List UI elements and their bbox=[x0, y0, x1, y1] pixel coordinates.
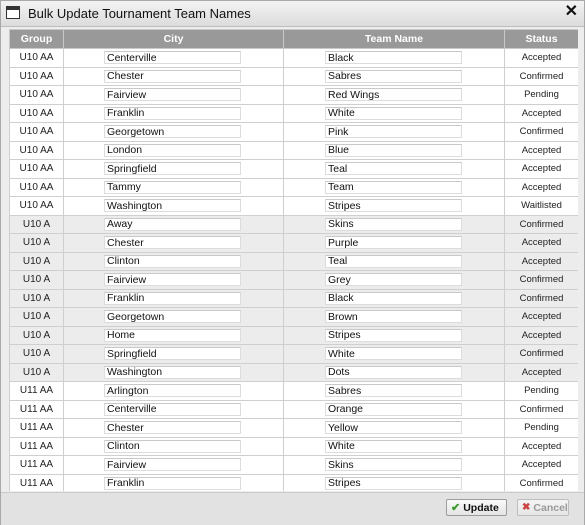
team-name-cell bbox=[284, 215, 505, 234]
group-cell: U11 AA bbox=[10, 382, 64, 401]
city-cell bbox=[64, 345, 284, 364]
team-name-input[interactable] bbox=[325, 329, 462, 342]
city-input[interactable] bbox=[104, 218, 241, 231]
table-row bbox=[10, 123, 579, 142]
team-name-cell bbox=[284, 160, 505, 179]
city-input[interactable] bbox=[104, 310, 241, 323]
team-name-cell bbox=[284, 178, 505, 197]
status-cell: Confirmed bbox=[505, 123, 579, 142]
status-cell: Confirmed bbox=[505, 289, 579, 308]
group-cell: U10 A bbox=[10, 215, 64, 234]
group-cell: U10 A bbox=[10, 234, 64, 253]
city-input[interactable] bbox=[104, 440, 241, 453]
status-cell: Accepted bbox=[505, 160, 579, 179]
status-cell: Pending bbox=[505, 419, 579, 438]
city-cell bbox=[64, 308, 284, 327]
team-name-input[interactable] bbox=[325, 107, 462, 120]
team-name-cell bbox=[284, 456, 505, 475]
city-cell bbox=[64, 104, 284, 123]
table-row bbox=[10, 456, 579, 475]
status-cell: Waitlisted bbox=[505, 197, 579, 216]
city-input[interactable] bbox=[104, 181, 241, 194]
team-name-cell bbox=[284, 252, 505, 271]
group-cell: U10 AA bbox=[10, 86, 64, 105]
table-row bbox=[10, 86, 579, 105]
city-cell bbox=[64, 419, 284, 438]
team-name-cell bbox=[284, 271, 505, 290]
status-cell: Confirmed bbox=[505, 67, 579, 86]
city-cell bbox=[64, 141, 284, 160]
column-header-status[interactable]: Status bbox=[505, 30, 579, 49]
status-cell: Accepted bbox=[505, 141, 579, 160]
group-cell: U11 AA bbox=[10, 400, 64, 419]
team-name-cell bbox=[284, 437, 505, 456]
group-cell: U11 AA bbox=[10, 474, 64, 491]
team-name-input[interactable] bbox=[325, 366, 462, 379]
team-name-cell bbox=[284, 123, 505, 142]
status-cell: Accepted bbox=[505, 326, 579, 345]
group-cell: U10 A bbox=[10, 252, 64, 271]
team-name-input[interactable] bbox=[325, 199, 462, 212]
cancel-button[interactable] bbox=[517, 499, 569, 516]
team-name-cell bbox=[284, 141, 505, 160]
team-name-cell bbox=[284, 363, 505, 382]
group-cell: U11 AA bbox=[10, 419, 64, 438]
city-input[interactable] bbox=[104, 162, 241, 175]
status-cell: Accepted bbox=[505, 234, 579, 253]
team-name-input[interactable] bbox=[325, 144, 462, 157]
status-cell: Accepted bbox=[505, 49, 579, 68]
city-cell bbox=[64, 289, 284, 308]
group-cell: U10 A bbox=[10, 326, 64, 345]
status-cell: Confirmed bbox=[505, 345, 579, 364]
dialog-footer bbox=[1, 492, 584, 525]
team-name-input[interactable] bbox=[325, 421, 462, 434]
city-cell bbox=[64, 252, 284, 271]
status-cell: Confirmed bbox=[505, 271, 579, 290]
group-cell: U11 AA bbox=[10, 456, 64, 475]
city-input[interactable] bbox=[104, 384, 241, 397]
city-cell bbox=[64, 197, 284, 216]
status-cell: Pending bbox=[505, 86, 579, 105]
table-row bbox=[10, 437, 579, 456]
group-cell: U10 A bbox=[10, 345, 64, 364]
team-name-cell bbox=[284, 400, 505, 419]
table-row bbox=[10, 178, 579, 197]
status-cell: Pending bbox=[505, 382, 579, 401]
city-cell bbox=[64, 474, 284, 491]
city-input[interactable] bbox=[104, 292, 241, 305]
team-name-cell bbox=[284, 49, 505, 68]
team-name-input[interactable] bbox=[325, 51, 462, 64]
group-cell: U10 A bbox=[10, 271, 64, 290]
city-cell bbox=[64, 382, 284, 401]
team-name-input[interactable] bbox=[325, 88, 462, 101]
team-name-cell bbox=[284, 382, 505, 401]
city-cell bbox=[64, 123, 284, 142]
city-cell bbox=[64, 326, 284, 345]
status-cell: Accepted bbox=[505, 308, 579, 327]
city-input[interactable] bbox=[104, 329, 241, 342]
city-cell bbox=[64, 400, 284, 419]
city-input[interactable] bbox=[104, 477, 241, 490]
table-row bbox=[10, 289, 579, 308]
table-row bbox=[10, 252, 579, 271]
team-name-cell bbox=[284, 474, 505, 491]
team-name-input[interactable] bbox=[325, 458, 462, 471]
team-name-cell bbox=[284, 197, 505, 216]
team-name-input[interactable] bbox=[325, 310, 462, 323]
status-cell: Accepted bbox=[505, 456, 579, 475]
team-name-input[interactable] bbox=[325, 70, 462, 83]
status-cell: Accepted bbox=[505, 363, 579, 382]
city-cell bbox=[64, 86, 284, 105]
city-input[interactable] bbox=[104, 51, 241, 64]
group-cell: U10 AA bbox=[10, 141, 64, 160]
team-name-cell bbox=[284, 67, 505, 86]
window-icon bbox=[6, 6, 20, 19]
table-row bbox=[10, 215, 579, 234]
table-row bbox=[10, 400, 579, 419]
checkmark-icon: ✔ bbox=[451, 502, 461, 514]
team-table-scroll[interactable] bbox=[9, 29, 578, 491]
city-input[interactable] bbox=[104, 88, 241, 101]
cancel-button-label: Cancel bbox=[533, 501, 568, 514]
team-name-input[interactable] bbox=[325, 440, 462, 453]
table-row bbox=[10, 49, 579, 68]
table-row bbox=[10, 382, 579, 401]
city-cell bbox=[64, 363, 284, 382]
city-input[interactable] bbox=[104, 366, 241, 379]
group-cell: U10 AA bbox=[10, 49, 64, 68]
column-header-group[interactable]: Group bbox=[10, 30, 64, 49]
column-header-team-name[interactable]: Team Name bbox=[284, 30, 505, 49]
team-name-input[interactable] bbox=[325, 273, 462, 286]
team-table bbox=[9, 29, 578, 491]
update-button[interactable] bbox=[446, 499, 507, 516]
status-cell: Confirmed bbox=[505, 215, 579, 234]
group-cell: U11 AA bbox=[10, 437, 64, 456]
city-cell bbox=[64, 456, 284, 475]
status-cell: Accepted bbox=[505, 178, 579, 197]
status-cell: Confirmed bbox=[505, 400, 579, 419]
team-name-cell bbox=[284, 419, 505, 438]
table-row bbox=[10, 345, 579, 364]
group-cell: U10 AA bbox=[10, 160, 64, 179]
table-row bbox=[10, 67, 579, 86]
city-input[interactable] bbox=[104, 421, 241, 434]
city-cell bbox=[64, 234, 284, 253]
team-name-input[interactable] bbox=[325, 403, 462, 416]
group-cell: U10 A bbox=[10, 289, 64, 308]
close-icon[interactable]: ✕ bbox=[564, 3, 578, 20]
city-input[interactable] bbox=[104, 458, 241, 471]
table-row bbox=[10, 308, 579, 327]
team-name-cell bbox=[284, 308, 505, 327]
city-cell bbox=[64, 178, 284, 197]
team-name-cell bbox=[284, 104, 505, 123]
city-input[interactable] bbox=[104, 255, 241, 268]
city-cell bbox=[64, 67, 284, 86]
cancel-x-icon: ✖ bbox=[522, 502, 531, 513]
table-body bbox=[10, 49, 579, 492]
status-cell: Accepted bbox=[505, 104, 579, 123]
city-input[interactable] bbox=[104, 125, 241, 138]
city-input[interactable] bbox=[104, 70, 241, 83]
status-cell: Accepted bbox=[505, 252, 579, 271]
table-row bbox=[10, 234, 579, 253]
table-row bbox=[10, 271, 579, 290]
group-cell: U10 A bbox=[10, 363, 64, 382]
team-name-cell bbox=[284, 326, 505, 345]
team-name-input[interactable] bbox=[325, 477, 462, 490]
team-name-input[interactable] bbox=[325, 292, 462, 305]
team-name-input[interactable] bbox=[325, 255, 462, 268]
group-cell: U10 AA bbox=[10, 197, 64, 216]
city-input[interactable] bbox=[104, 403, 241, 416]
group-cell: U10 AA bbox=[10, 104, 64, 123]
column-header-city[interactable]: City bbox=[64, 30, 284, 49]
table-header-row bbox=[10, 30, 579, 49]
table-row bbox=[10, 197, 579, 216]
team-name-input[interactable] bbox=[325, 162, 462, 175]
city-input[interactable] bbox=[104, 236, 241, 249]
team-name-cell bbox=[284, 86, 505, 105]
city-cell bbox=[64, 271, 284, 290]
city-cell bbox=[64, 215, 284, 234]
city-input[interactable] bbox=[104, 199, 241, 212]
team-name-input[interactable] bbox=[325, 181, 462, 194]
table-row bbox=[10, 326, 579, 345]
city-cell bbox=[64, 437, 284, 456]
team-name-cell bbox=[284, 345, 505, 364]
table-row bbox=[10, 363, 579, 382]
team-name-input[interactable] bbox=[325, 347, 462, 360]
title-bar[interactable] bbox=[1, 1, 584, 27]
group-cell: U10 A bbox=[10, 308, 64, 327]
city-input[interactable] bbox=[104, 273, 241, 286]
dialog-title: Bulk Update Tournament Team Names bbox=[28, 6, 251, 21]
table-row bbox=[10, 141, 579, 160]
team-name-input[interactable] bbox=[325, 384, 462, 397]
table-row bbox=[10, 419, 579, 438]
city-input[interactable] bbox=[104, 144, 241, 157]
city-cell bbox=[64, 49, 284, 68]
status-cell: Accepted bbox=[505, 437, 579, 456]
update-button-label: Update bbox=[463, 501, 499, 514]
group-cell: U10 AA bbox=[10, 123, 64, 142]
table-row bbox=[10, 160, 579, 179]
table-row bbox=[10, 104, 579, 123]
status-cell: Confirmed bbox=[505, 474, 579, 491]
group-cell: U10 AA bbox=[10, 178, 64, 197]
team-name-input[interactable] bbox=[325, 125, 462, 138]
city-input[interactable] bbox=[104, 347, 241, 360]
city-cell bbox=[64, 160, 284, 179]
city-input[interactable] bbox=[104, 107, 241, 120]
team-name-cell bbox=[284, 234, 505, 253]
group-cell: U10 AA bbox=[10, 67, 64, 86]
team-name-cell bbox=[284, 289, 505, 308]
table-row bbox=[10, 474, 579, 491]
team-name-input[interactable] bbox=[325, 236, 462, 249]
team-name-input[interactable] bbox=[325, 218, 462, 231]
